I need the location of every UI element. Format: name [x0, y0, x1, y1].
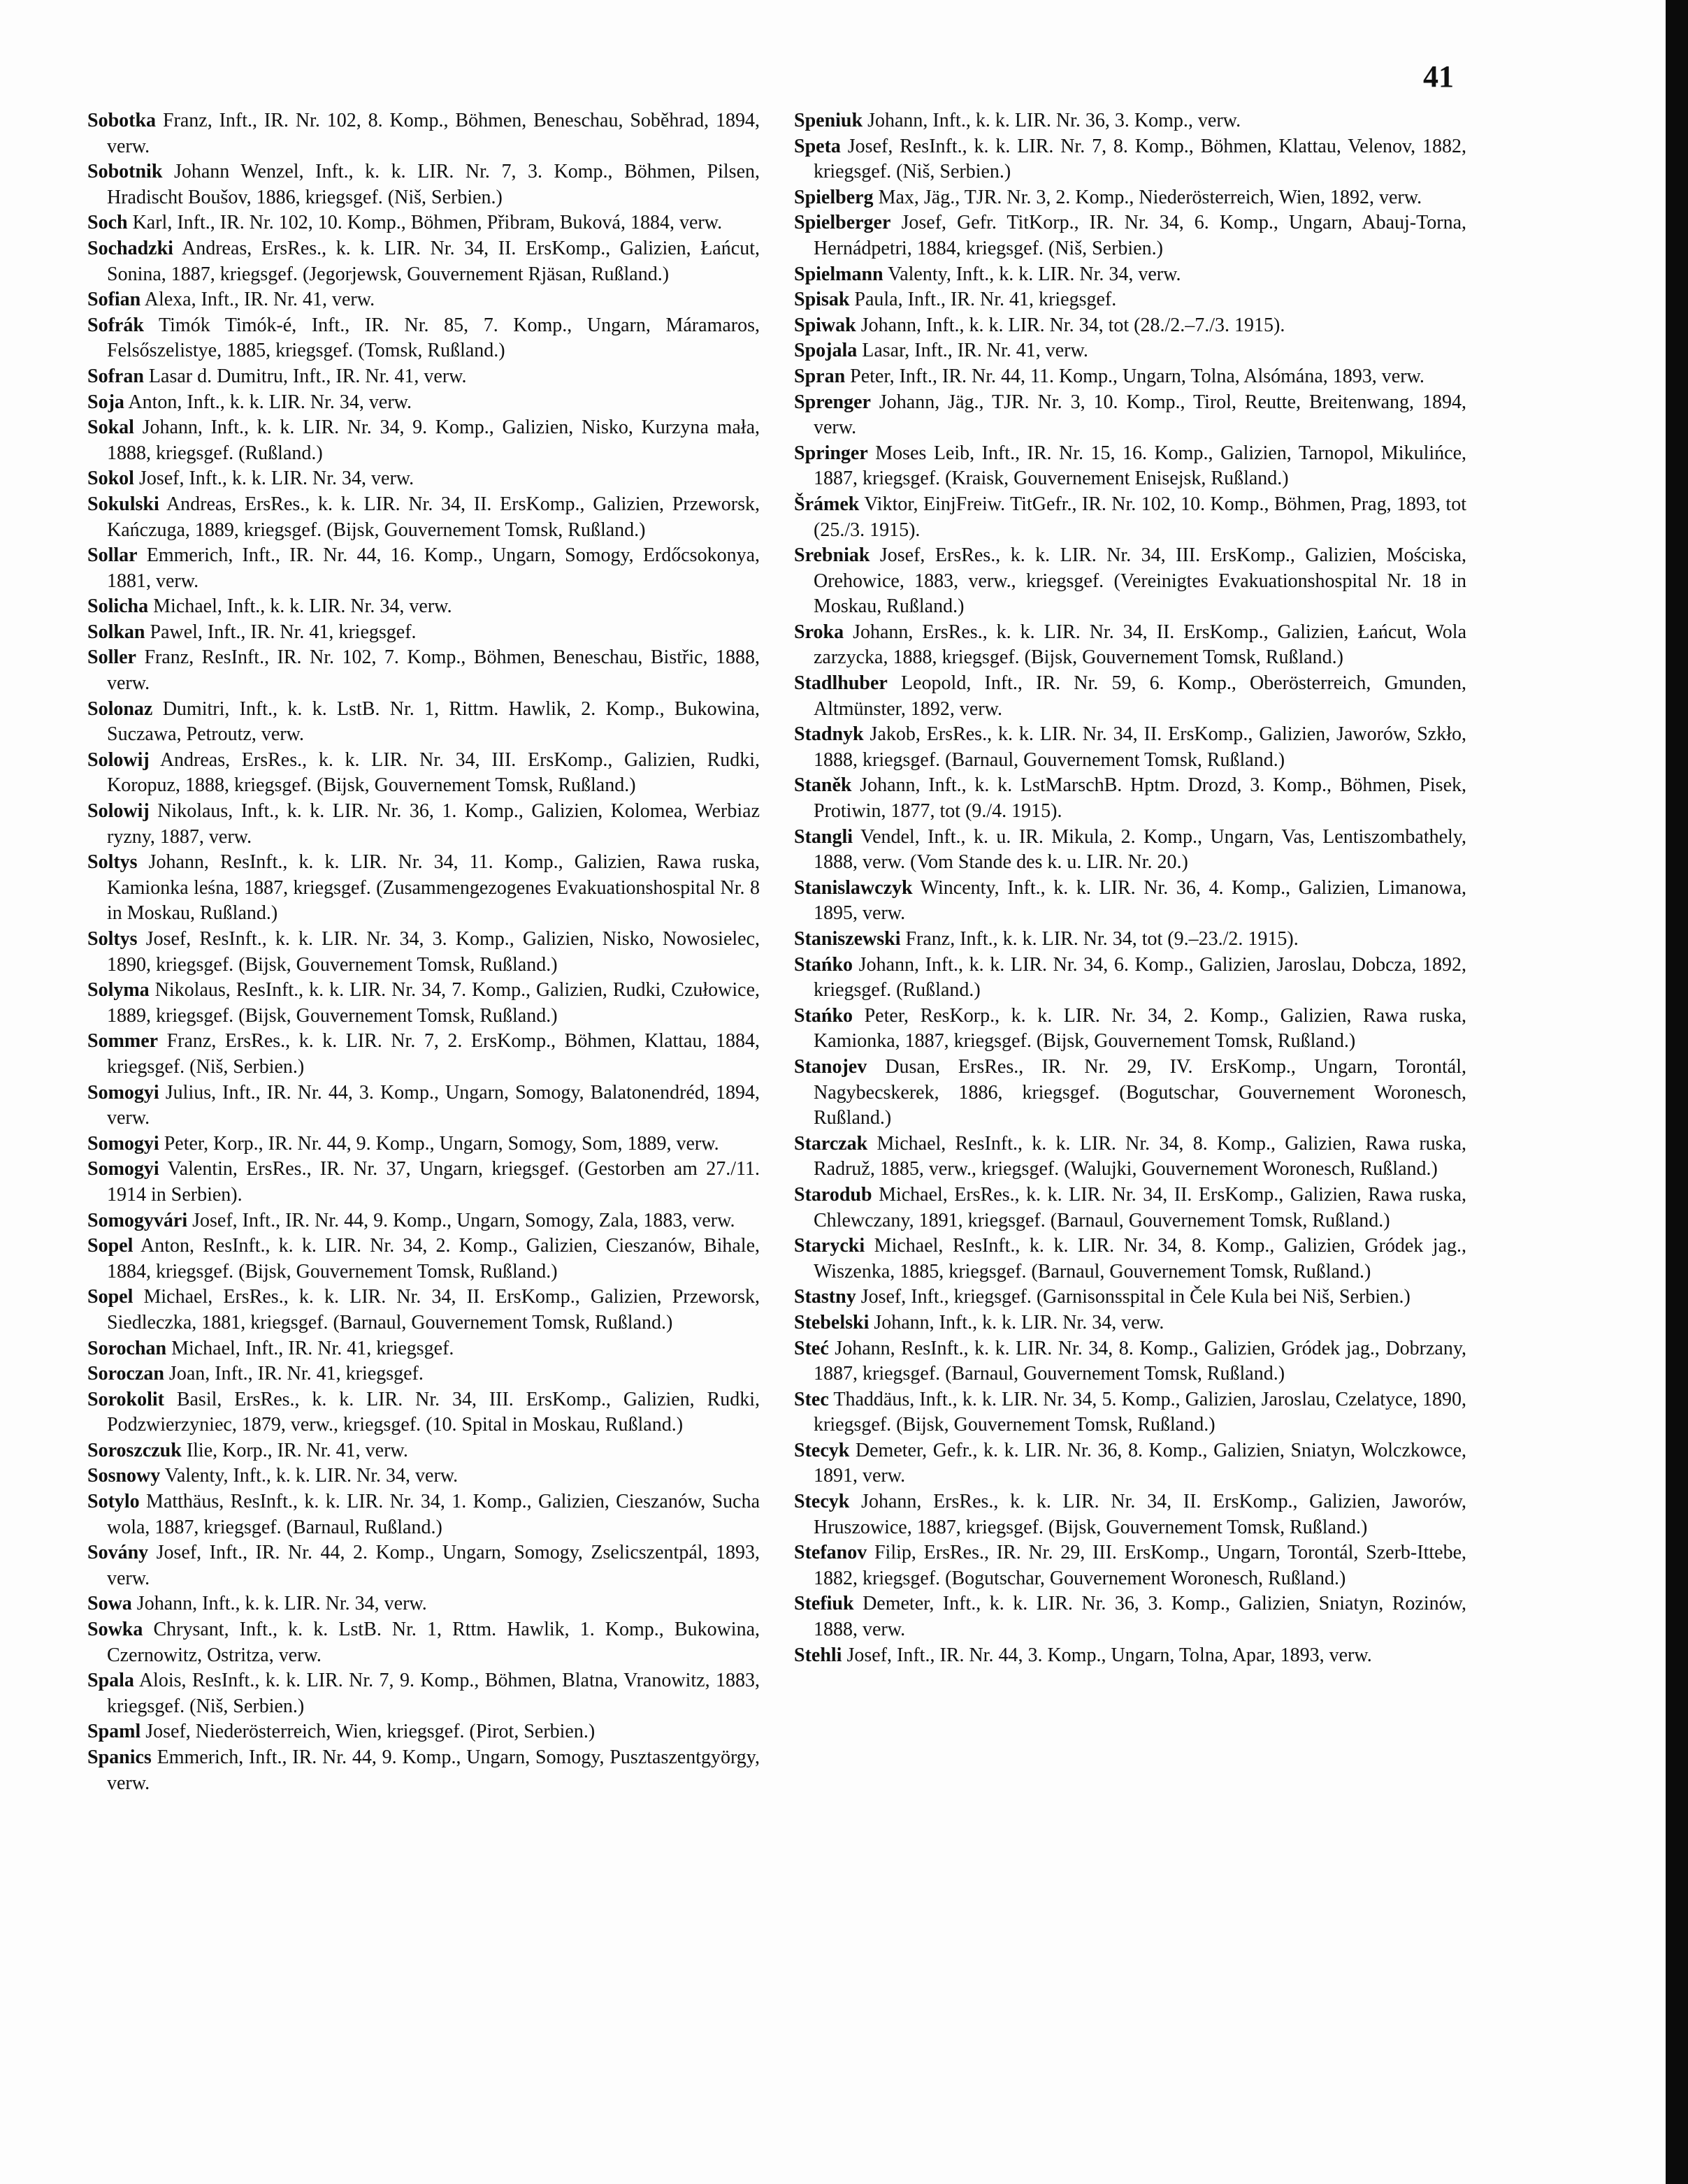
entry-details: Anton, Inft., k. k. LIR. Nr. 34, verw. — [128, 391, 412, 413]
entry-details: Josef, Inft., IR. Nr. 44, 3. Komp., Ungarn, Tolna, Apar, 1893, verw. — [846, 1644, 1372, 1666]
register-entry — [87, 543, 760, 594]
entry-details: Franz, Inft., IR. Nr. 102, 8. Komp., Böhmen, Beneschau, Soběhrad, 1894, verw. — [107, 110, 760, 157]
entry-surname: Stadnyk — [794, 723, 864, 746]
entry-surname: Sokulski — [87, 493, 159, 515]
register-entry — [87, 313, 760, 364]
scan-edge — [1666, 0, 1688, 2184]
entry-details: Josef, Inft., IR. Nr. 44, 9. Komp., Ungarn, Somogy, Zala, 1883, verw. — [192, 1209, 735, 1231]
register-entry — [794, 390, 1466, 441]
entry-surname: Spran — [794, 365, 846, 387]
register-entry — [794, 543, 1466, 620]
entry-surname: Šrámek — [794, 493, 860, 515]
entry-details: Dusan, ErsRes., IR. Nr. 29, IV. ErsKomp., Ungarn, Torontál, Nagybecskerek, 1886, kriegsgef. (Bogutschar, Gouvernement Woronesch, Rußland.) — [814, 1055, 1466, 1129]
register-entry — [794, 876, 1466, 927]
register-entry — [87, 1540, 760, 1591]
entry-surname: Starczak — [794, 1132, 868, 1155]
entry-surname: Stec — [794, 1388, 829, 1410]
entry-details: Anton, ResInft., k. k. LIR. Nr. 34, 2. Komp., Galizien, Cieszanów, Bihale, 1884, kriegsgef. (Bijsk, Gouvernement Tomsk, Rußland.) — [107, 1235, 760, 1282]
entry-details: Peter, Inft., IR. Nr. 44, 11. Komp., Ungarn, Tolna, Alsómána, 1893, verw. — [850, 365, 1424, 387]
entry-surname: Sopel — [87, 1235, 134, 1257]
entry-surname: Soltys — [87, 928, 138, 950]
entry-surname: Sobotka — [87, 110, 157, 131]
entry-details: Michael, Inft., IR. Nr. 41, kriegsgef. — [171, 1337, 454, 1359]
register-entry — [794, 1285, 1466, 1310]
entry-details: Josef, ResInft., k. k. LIR. Nr. 34, 3. Komp., Galizien, Nisko, Nowosielec, 1890, kriegsgef. (Bijsk, Gouvernement Tomsk, Rußland.) — [107, 928, 760, 976]
register-entry — [87, 1719, 760, 1745]
entry-surname: Stańko — [794, 953, 853, 976]
entry-details: Alois, ResInft., k. k. LIR. Nr. 7, 9. Komp., Böhmen, Blatna, Vranowitz, 1883, kriegsgef. (Niš, Serbien.) — [107, 1670, 760, 1717]
entry-surname: Speniuk — [794, 110, 863, 131]
entry-surname: Solkan — [87, 621, 145, 643]
register-entry — [87, 1387, 760, 1438]
entry-surname: Steć — [794, 1337, 829, 1359]
register-entry — [794, 210, 1466, 261]
register-entry — [87, 1208, 760, 1234]
register-entry — [794, 108, 1466, 134]
entry-details: Johann, Inft., k. k. LIR. Nr. 34, 9. Komp., Galizien, Nisko, Kurzyna mała, 1888, kriegsgef. (Rußland.) — [107, 417, 760, 464]
entry-surname: Sorochan — [87, 1337, 167, 1359]
register-entry — [794, 287, 1466, 313]
register-entry — [794, 927, 1466, 953]
register-entry — [87, 390, 760, 416]
entry-details: Pawel, Inft., IR. Nr. 41, kriegsgef. — [150, 621, 417, 643]
register-entry — [794, 1643, 1466, 1669]
register-entry — [794, 825, 1466, 876]
entry-details: Franz, ResInft., IR. Nr. 102, 7. Komp., Böhmen, Beneschau, Bistřic, 1888, verw. — [107, 646, 760, 695]
register-entry — [794, 722, 1466, 773]
entry-surname: Sommer — [87, 1030, 159, 1053]
entry-details: Johann, Inft., k. k. LIR. Nr. 34, tot (28./2.–7./3. 1915). — [860, 314, 1285, 336]
entry-details: Michael, ResInft., k. k. LIR. Nr. 34, 8. Komp., Galizien, Gródek jag., Wiszenka, 1885, kriegsgef. (Barnaul, Gouvernement Tomsk, Rußland.) — [814, 1235, 1467, 1282]
register-entry — [87, 108, 760, 159]
entry-surname: Solicha — [87, 595, 149, 618]
entry-surname: Somogyvári — [87, 1209, 188, 1231]
register-entry — [87, 799, 760, 850]
entry-surname: Solyma — [87, 979, 150, 1001]
entry-surname: Stefiuk — [794, 1593, 854, 1615]
register-entry — [87, 1438, 760, 1464]
entry-surname: Sotylo — [87, 1491, 140, 1513]
entry-surname: Solonaz — [87, 697, 153, 720]
entry-surname: Spielberg — [794, 186, 874, 208]
entry-details: Josef, Gefr. TitKorp., IR. Nr. 34, 6. Komp., Ungarn, Abauj-Torna, Hernádpetri, 1884, kriegsgef. (Niš, Serbien.) — [814, 212, 1467, 259]
register-entry — [794, 1310, 1466, 1336]
entry-details: Julius, Inft., IR. Nr. 44, 3. Komp., Ungarn, Somogy, Balatonendréd, 1894, verw. — [107, 1081, 760, 1129]
register-entry — [87, 1463, 760, 1489]
entry-details: Dumitri, Inft., k. k. LstB. Nr. 1, Rittm. Hawlik, 2. Komp., Bukowina, Suczawa, Petroutz, verw. — [107, 697, 760, 746]
entry-details: Johann, Inft., k. k. LIR. Nr. 36, 3. Komp., verw. — [867, 110, 1241, 131]
entry-surname: Sollar — [87, 544, 138, 567]
entry-surname: Stebelski — [794, 1311, 870, 1333]
entry-surname: Spala — [87, 1670, 134, 1692]
entry-surname: Sosnowy — [87, 1465, 161, 1487]
entry-surname: Sochadzki — [87, 237, 173, 259]
register-entry — [87, 210, 760, 236]
entry-surname: Springer — [794, 442, 868, 464]
entry-details: Valentin, ErsRes., IR. Nr. 37, Ungarn, kriegsgef. (Gestorben am 27./11. 1914 in Serbien). — [107, 1158, 760, 1206]
entry-details: Johann, ResInft., k. k. LIR. Nr. 34, 11. Komp., Galizien, Rawa ruska, Kamionka leśna, 1887, kriegsgef. (Zusammengezogenes Evakuationshospital Nr. 8 in Moskau, Rußland.) — [107, 851, 760, 925]
register-entry — [794, 1540, 1466, 1591]
entry-surname: Stecyk — [794, 1491, 850, 1513]
entry-details: Peter, ResKorp., k. k. LIR. Nr. 34, 2. Komp., Galizien, Rawa ruska, Kamionka, 1887, kriegsgef. (Bijsk, Gouvernement Tomsk, Rußland.) — [814, 1004, 1466, 1053]
entry-details: Nikolaus, Inft., k. k. LIR. Nr. 36, 1. Komp., Galizien, Kolomea, Werbiaz ryzny, 1887, verw. — [107, 800, 760, 848]
register-entry — [794, 1004, 1466, 1055]
register-entry — [87, 364, 760, 390]
register-entry — [87, 1157, 760, 1208]
register-entry — [87, 159, 760, 210]
entry-details: Franz, ErsRes., k. k. LIR. Nr. 7, 2. ErsKomp., Böhmen, Klattau, 1884, kriegsgef. (Niš, Serbien.) — [107, 1030, 760, 1078]
left-column — [87, 108, 760, 1796]
entry-surname: Speta — [794, 135, 841, 157]
register-entry — [87, 1617, 760, 1668]
entry-surname: Somogyi — [87, 1081, 159, 1104]
register-entry — [87, 748, 760, 799]
entry-details: Matthäus, ResInft., k. k. LIR. Nr. 34, 1. Komp., Galizien, Cieszanów, Sucha wola, 1887, kriegsgef. (Barnaul, Rußland.) — [107, 1491, 760, 1538]
right-column — [794, 108, 1466, 1668]
entry-details: Vendel, Inft., k. u. IR. Mikula, 2. Komp., Ungarn, Vas, Lentiszombathely, 1888, verw. (Vom Stande des k. u. LIR. Nr. 20.) — [814, 825, 1466, 874]
register-entry — [87, 697, 760, 748]
register-entry — [87, 1668, 760, 1719]
entry-details: Alexa, Inft., IR. Nr. 41, verw. — [144, 289, 375, 311]
entry-details: Wincenty, Inft., k. k. LIR. Nr. 36, 4. Komp., Galizien, Limanowa, 1895, verw. — [814, 876, 1466, 925]
entry-details: Michael, ResInft., k. k. LIR. Nr. 34, 8. Komp., Galizien, Rawa ruska, Radruž, 1885, verw., kriegsgef. (Walujki, Gouvernement Woronesch, Rußland.) — [814, 1132, 1467, 1180]
entry-details: Lasar d. Dumitru, Inft., IR. Nr. 41, verw. — [148, 365, 467, 387]
entry-details: Johann, Jäg., TJR. Nr. 3, 10. Komp., Tirol, Reutte, Breitenwang, 1894, verw. — [814, 391, 1467, 439]
entry-surname: Spielmann — [794, 263, 883, 285]
register-entry — [87, 492, 760, 543]
register-entry — [794, 364, 1466, 390]
entry-surname: Starycki — [794, 1235, 865, 1257]
entry-details: Demeter, Gefr., k. k. LIR. Nr. 36, 8. Komp., Galizien, Sniatyn, Wolczkowce, 1891, verw. — [814, 1439, 1466, 1487]
register-entry — [87, 1080, 760, 1131]
entry-surname: Sokol — [87, 468, 134, 490]
entry-details: Johann, Inft., k. k. LIR. Nr. 34, verw. — [874, 1311, 1164, 1333]
entry-surname: Soroczan — [87, 1363, 164, 1385]
entry-surname: Srebniak — [794, 544, 870, 567]
entry-surname: Stehli — [794, 1644, 842, 1666]
entry-details: Thaddäus, Inft., k. k. LIR. Nr. 34, 5. Komp., Galizien, Jaroslau, Czelatyce, 1890, kriegsgef. (Bijsk, Gouvernement Tomsk, Rußland.) — [814, 1388, 1466, 1436]
entry-surname: Sopel — [87, 1286, 134, 1308]
entry-surname: Stastny — [794, 1286, 856, 1308]
entry-details: Josef, Inft., kriegsgef. (Garnisonsspital in Čele Kula bei Niš, Serbien.) — [860, 1286, 1411, 1308]
entry-details: Johann, ErsRes., k. k. LIR. Nr. 34, II. ErsKomp., Galizien, Łańcut, Wola zarzycka, 1888, kriegsgef. (Bijsk, Gouvernement Tomsk, Rußland.) — [814, 621, 1466, 669]
entry-details: Johann Wenzel, Inft., k. k. LIR. Nr. 7, 3. Komp., Böhmen, Pilsen, Hradischt Boušov, 1886, kriegsgef. (Niš, Serbien.) — [107, 161, 760, 208]
entry-surname: Sofian — [87, 289, 141, 311]
entry-details: Michael, ErsRes., k. k. LIR. Nr. 34, II. ErsKomp., Galizien, Rawa ruska, Chlewczany, 1891, kriegsgef. (Barnaul, Gouvernement Tomsk, Rußland.) — [814, 1183, 1467, 1231]
register-entry — [794, 1131, 1466, 1183]
entry-surname: Sovány — [87, 1542, 149, 1564]
entry-surname: Stecyk — [794, 1439, 850, 1461]
entry-details: Max, Jäg., TJR. Nr. 3, 2. Komp., Niederösterreich, Wien, 1892, verw. — [878, 186, 1422, 208]
entry-details: Johann, Inft., k. k. LIR. Nr. 34, verw. — [136, 1593, 427, 1615]
entry-surname: Somogyi — [87, 1132, 159, 1155]
page-number: 41 — [1423, 59, 1454, 94]
entry-details: Johann, Inft., k. k. LIR. Nr. 34, 6. Komp., Galizien, Jaroslau, Dobcza, 1892, kriegsgef. (Rußland.) — [814, 953, 1467, 1001]
entry-details: Basil, ErsRes., k. k. LIR. Nr. 34, III. ErsKomp., Galizien, Rudki, Podzwierzyniec, 1879, verw., kriegsgef. (10. Spital in Moskau, Rußland.) — [107, 1388, 760, 1436]
entry-surname: Spanics — [87, 1747, 152, 1768]
entry-surname: Spojala — [794, 340, 858, 362]
register-entry — [87, 978, 760, 1029]
entry-surname: Sprenger — [794, 391, 871, 413]
register-entry — [794, 773, 1466, 824]
entry-details: Emmerich, Inft., IR. Nr. 44, 16. Komp., Ungarn, Somogy, Erdőcsokonya, 1881, verw. — [107, 544, 760, 592]
entry-surname: Sowa — [87, 1593, 132, 1615]
entry-surname: Soltys — [87, 851, 138, 874]
entry-surname: Sobotnik — [87, 161, 163, 183]
entry-details: Johann, ErsRes., k. k. LIR. Nr. 34, II. ErsKomp., Galizien, Jaworów, Hruszowice, 1887, kriegsgef. (Bijsk, Gouvernement Tomsk, Rußland.) — [814, 1491, 1467, 1538]
entry-details: Michael, Inft., k. k. LIR. Nr. 34, verw. — [153, 595, 452, 618]
entry-details: Ilie, Korp., IR. Nr. 41, verw. — [186, 1439, 408, 1461]
entry-details: Johann, Inft., k. k. LstMarschB. Hptm. Drozd, 3. Komp., Böhmen, Pisek, Protiwin, 1877, tot (9./4. 1915). — [814, 774, 1466, 823]
entry-surname: Soja — [87, 391, 124, 413]
register-entry — [87, 1591, 760, 1617]
entry-surname: Spiwak — [794, 314, 856, 336]
entry-surname: Stanojev — [794, 1055, 867, 1078]
entry-details: Valenty, Inft., k. k. LIR. Nr. 34, verw. — [164, 1465, 459, 1487]
entry-surname: Starodub — [794, 1183, 872, 1206]
register-entry — [794, 185, 1466, 211]
register-entry — [794, 1183, 1466, 1234]
entry-details: Joan, Inft., IR. Nr. 41, kriegsgef. — [168, 1363, 424, 1385]
register-entry — [87, 236, 760, 287]
entry-surname: Soroszczuk — [87, 1439, 182, 1461]
register-entry — [794, 441, 1466, 492]
register-entry — [87, 620, 760, 646]
entry-details: Franz, Inft., k. k. LIR. Nr. 34, tot (9.–23./2. 1915). — [905, 928, 1299, 950]
entry-surname: Spaml — [87, 1721, 141, 1743]
entry-details: Jakob, ErsRes., k. k. LIR. Nr. 34, II. ErsKomp., Galizien, Jaworów, Szkło, 1888, kriegsgef. (Barnaul, Gouvernement Tomsk, Rußland.) — [814, 723, 1467, 771]
register-entry — [794, 1387, 1466, 1438]
register-entry — [87, 927, 760, 978]
entry-details: Karl, Inft., IR. Nr. 102, 10. Komp., Böhmen, Přibram, Buková, 1884, verw. — [132, 212, 723, 234]
register-entry — [794, 338, 1466, 364]
entry-surname: Staniszewski — [794, 928, 901, 950]
register-entry — [87, 1131, 760, 1157]
entry-surname: Spisak — [794, 289, 850, 311]
entry-surname: Stańko — [794, 1004, 853, 1027]
register-entry — [794, 1591, 1466, 1642]
register-entry — [794, 671, 1466, 722]
register-entry — [87, 1361, 760, 1387]
entry-surname: Sowka — [87, 1619, 143, 1641]
entry-details: Lasar, Inft., IR. Nr. 41, verw. — [862, 340, 1088, 362]
entry-surname: Staněk — [794, 774, 852, 797]
entry-details: Michael, ErsRes., k. k. LIR. Nr. 34, II. ErsKomp., Galizien, Przeworsk, Siedleczka, 1881, kriegsgef. (Barnaul, Gouvernement Tomsk, Rußland.) — [107, 1286, 760, 1333]
entry-details: Timók Timók-é, Inft., IR. Nr. 85, 7. Komp., Ungarn, Máramaros, Felsőszelistye, 1885, kriegsgef. (Tomsk, Rußland.) — [107, 314, 760, 362]
entry-details: Moses Leib, Inft., IR. Nr. 15, 16. Komp., Galizien, Tarnopol, Mikulińce, 1887, kriegsgef. (Kraisk, Gouvernement Enisejsk, Rußland.) — [814, 442, 1466, 490]
entry-details: Valenty, Inft., k. k. LIR. Nr. 34, verw. — [888, 263, 1181, 285]
entry-surname: Soller — [87, 646, 136, 669]
register-entry — [794, 620, 1466, 671]
register-entry — [87, 645, 760, 696]
entry-details: Leopold, Inft., IR. Nr. 59, 6. Komp., Oberösterreich, Gmunden, Altmünster, 1892, verw. — [814, 672, 1466, 720]
entry-details: Emmerich, Inft., IR. Nr. 44, 9. Komp., Ungarn, Somogy, Pusztaszentgyörgy, verw. — [107, 1747, 760, 1794]
entry-details: Josef, ErsRes., k. k. LIR. Nr. 34, III. ErsKomp., Galizien, Mościska, Orehowice, 1883, verw., kriegsgef. (Vereinigtes Evakuationshospital Nr. 18 in Moskau, Rußland.) — [814, 544, 1466, 618]
entry-details: Nikolaus, ResInft., k. k. LIR. Nr. 34, 7. Komp., Galizien, Rudki, Czułowice, 1889, kriegsgef. (Bijsk, Gouvernement Tomsk, Rußland.) — [107, 979, 760, 1027]
register-entry — [794, 262, 1466, 288]
register-entry — [794, 953, 1466, 1004]
register-entry — [87, 1336, 760, 1362]
register-entry — [87, 594, 760, 620]
entry-surname: Sorokolit — [87, 1388, 164, 1410]
entry-details: Viktor, EinjFreiw. TitGefr., IR. Nr. 102, 10. Komp., Böhmen, Prag, 1893, tot (25./3. 1915). — [814, 493, 1466, 541]
entry-details: Josef, Inft., IR. Nr. 44, 2. Komp., Ungarn, Somogy, Zselicszentpál, 1893, verw. — [107, 1542, 760, 1589]
entry-surname: Somogyi — [87, 1158, 159, 1180]
entry-details: Filip, ErsRes., IR. Nr. 29, III. ErsKomp., Ungarn, Torontál, Szerb-Ittebe, 1882, kriegsgef. (Bogutschar, Gouvernement Woronesch, Rußland.) — [814, 1542, 1466, 1589]
register-entry — [794, 134, 1466, 185]
entry-details: Andreas, ErsRes., k. k. LIR. Nr. 34, II. ErsKomp., Galizien, Przeworsk, Kańczuga, 1889, kriegsgef. (Bijsk, Gouvernement Tomsk, Rußland.) — [107, 493, 760, 541]
entry-surname: Sofrák — [87, 314, 144, 336]
entry-surname: Sroka — [794, 621, 844, 643]
register-entry — [794, 1489, 1466, 1540]
entry-surname: Stadlhuber — [794, 672, 888, 695]
entry-details: Josef, Niederösterreich, Wien, kriegsgef. (Pirot, Serbien.) — [145, 1721, 596, 1743]
register-entry — [794, 1336, 1466, 1387]
entry-surname: Spielberger — [794, 212, 891, 234]
register-entry — [794, 492, 1466, 543]
entry-details: Chrysant, Inft., k. k. LstB. Nr. 1, Rttm. Hawlik, 1. Komp., Bukowina, Czernowitz, Ostritza, verw. — [107, 1619, 760, 1666]
register-entry — [87, 1489, 760, 1540]
register-entry — [87, 1285, 760, 1336]
register-entry — [87, 1029, 760, 1080]
entry-details: Johann, ResInft., k. k. LIR. Nr. 34, 8. Komp., Galizien, Gródek jag., Dobrzany, 1887, kriegsgef. (Barnaul, Gouvernement Tomsk, Rußland.) — [814, 1337, 1467, 1385]
register-entry — [87, 466, 760, 492]
entry-details: Josef, ResInft., k. k. LIR. Nr. 7, 8. Komp., Böhmen, Klattau, Velenov, 1882, kriegsgef. (Niš, Serbien.) — [814, 135, 1466, 183]
register-entry — [794, 1055, 1466, 1131]
entry-surname: Solowij — [87, 800, 150, 823]
entry-details: Demeter, Inft., k. k. LIR. Nr. 36, 3. Komp., Galizien, Sniatyn, Rozinów, 1888, verw. — [814, 1593, 1467, 1641]
entry-details: Josef, Inft., k. k. LIR. Nr. 34, verw. — [138, 468, 414, 490]
entry-surname: Stefanov — [794, 1542, 867, 1564]
entry-details: Peter, Korp., IR. Nr. 44, 9. Komp., Ungarn, Somogy, Som, 1889, verw. — [164, 1132, 719, 1155]
register-entry — [87, 415, 760, 466]
register-entry — [87, 850, 760, 927]
entry-surname: Solowij — [87, 749, 150, 771]
register-entry — [87, 1234, 760, 1285]
entry-surname: Stangli — [794, 825, 853, 848]
entry-surname: Sokal — [87, 417, 134, 439]
entry-surname: Soch — [87, 212, 128, 234]
register-entry — [794, 1438, 1466, 1489]
entry-surname: Sofran — [87, 365, 144, 387]
register-entry — [87, 1745, 760, 1796]
register-entry — [794, 313, 1466, 339]
entry-details: Andreas, ErsRes., k. k. LIR. Nr. 34, III. ErsKomp., Galizien, Rudki, Koropuz, 1888, kriegsgef. (Bijsk, Gouvernement Tomsk, Rußland.) — [107, 749, 760, 797]
register-entry — [794, 1234, 1466, 1285]
entry-surname: Stanislawczyk — [794, 876, 913, 899]
entry-details: Paula, Inft., IR. Nr. 41, kriegsgef. — [854, 289, 1117, 311]
entry-details: Andreas, ErsRes., k. k. LIR. Nr. 34, II. ErsKomp., Galizien, Łańcut, Sonina, 1887, kriegsgef. (Jegorjewsk, Gouvernement Rjäsan, Rußland.) — [107, 237, 760, 285]
register-entry — [87, 287, 760, 313]
